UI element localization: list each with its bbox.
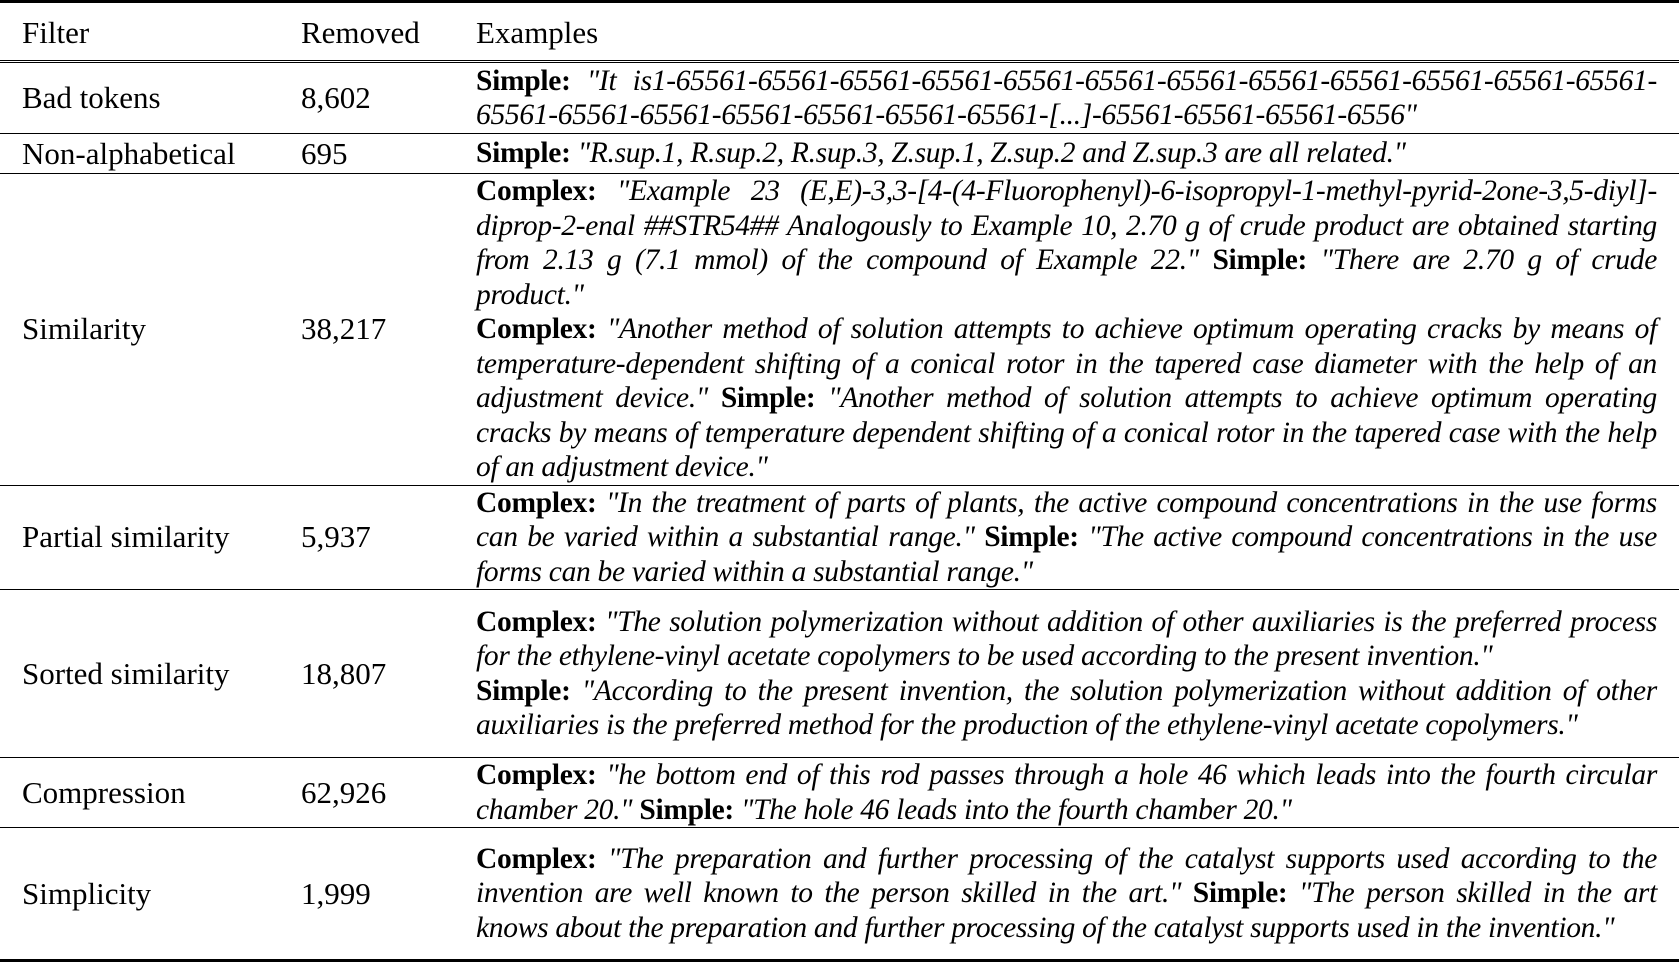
- filter-name: Partial similarity: [22, 519, 230, 555]
- header-examples: Examples: [476, 2, 1679, 62]
- examples-cell: [476, 62, 1679, 134]
- simple-sentence: "There are 2.70 g of crude product.": [476, 244, 1658, 311]
- header-removed: Removed: [301, 2, 476, 62]
- filter-name: Compression: [22, 774, 186, 810]
- example-pair: [476, 486, 1657, 590]
- example-pair: [476, 312, 1657, 485]
- simple-sentence: "The active compound concentrations in the use forms can be varied within a substantial range.": [476, 521, 1658, 588]
- simple-label: Simple:: [476, 674, 571, 707]
- table-body: [0, 62, 1679, 961]
- complex-sentence: "he bottom end of this rod passes through a hole 46 which leads into the fourth circular chamber 20.": [476, 759, 1657, 826]
- table-row: [0, 590, 1679, 758]
- removed-count: 62,926: [301, 774, 387, 810]
- complex-label: Complex:: [476, 486, 597, 519]
- complex-sentence: "In the treatment of parts of plants, the active compound concentrations in the use forms can be varied within a substantial range.": [476, 486, 1657, 553]
- filter-name: Simplicity: [22, 875, 152, 911]
- examples-cell: [476, 758, 1679, 828]
- complex-label: Complex:: [476, 759, 597, 791]
- complex-label: Complex:: [476, 313, 597, 345]
- complex-label: Complex:: [476, 175, 597, 207]
- filter-name: Bad tokens: [22, 80, 161, 115]
- examples-cell: [476, 485, 1679, 590]
- simple-sentence: "R.sup.1, R.sup.2, R.sup.3, Z.sup.1, Z.sup.2 and Z.sup.3 are all related.": [577, 137, 1406, 170]
- removed-count: 695: [301, 135, 348, 171]
- simple-label: Simple:: [984, 521, 1079, 553]
- simple-sentence: "According to the present invention, the solution polymerization without addition of other auxiliaries is the preferred method for the production of the ethylene-vinyl acetate copolymers.": [476, 674, 1657, 741]
- simple-label: Simple:: [1192, 877, 1288, 910]
- simple-label: Simple:: [720, 382, 816, 414]
- complex-sentence: "The solution polymerization without addition of other auxiliaries is the preferred process for the ethylene-vinyl acetate copolymers to be used according to the present invention.": [476, 605, 1658, 672]
- removed-count: 18,807: [301, 655, 387, 691]
- simple-sentence: "Another method of solution attempts to achieve optimum operating cracks by means of temperature dependent shifting of a conical rotor in the tapered case with the help of an adjustment device.": [476, 382, 1657, 483]
- filter-name: Non-alphabetical: [22, 135, 236, 171]
- table-row: [0, 828, 1679, 961]
- example-pair: [476, 174, 1657, 312]
- removed-count: 1,999: [301, 875, 371, 911]
- table-row: [0, 62, 1679, 134]
- table-row: [0, 134, 1679, 174]
- examples-cell: [476, 590, 1679, 758]
- complex-label: Complex:: [476, 605, 597, 638]
- complex-sentence: "Another method of solution attempts to achieve optimum operating cracks by means of temperature-dependent shifting of a conical rotor in the tapered case diameter with the help of an adjustment device.": [476, 313, 1658, 414]
- examples-cell: [476, 828, 1679, 961]
- table-row: [0, 758, 1679, 828]
- example-pair: [476, 64, 1657, 133]
- complex-sentence: "Example 23 (E,E)-3,3-[4-(4-Fluorophenyl)-6-isopropyl-1-methyl-pyrid-2one-3,5-diyl]-diprop-2-enal ##STR54## Analogously to Example 10, 2.70 g of crude product are obtained starting from 2.13 g (7.1 mmol) of the compound of Example 22.": [476, 175, 1658, 276]
- filter-name: Similarity: [22, 311, 146, 347]
- simple-sentence: "It is1-65561-65561-65561-65561-65561-65561-65561-65561-65561-65561-65561-65561-65561-65561-65561-65561-65561-65561-65561-[...]-65561-65561-65561-6556": [476, 64, 1658, 131]
- example-pair: [476, 842, 1657, 946]
- examples-cell: [476, 174, 1679, 486]
- simple-sentence: "The hole 46 leads into the fourth chamber 20.": [741, 793, 1292, 826]
- removed-count: 38,217: [301, 311, 387, 347]
- filter-name: Sorted similarity: [22, 655, 230, 691]
- example-pair: [476, 758, 1657, 827]
- examples-cell: [476, 134, 1679, 174]
- example-pair: [476, 136, 1657, 171]
- removed-count: 5,937: [301, 519, 371, 555]
- header-filter: Filter: [0, 2, 301, 62]
- table-header: [0, 2, 1679, 62]
- simple-label: Simple:: [476, 137, 571, 170]
- table-row: [0, 174, 1679, 486]
- complex-label: Complex:: [476, 842, 597, 875]
- simple-label: Simple:: [1212, 244, 1308, 276]
- simple-label: Simple:: [639, 793, 734, 826]
- simple-label: Simple:: [476, 64, 571, 97]
- example-pair: [476, 674, 1657, 743]
- removed-count: 8,602: [301, 80, 371, 115]
- complex-sentence: "The preparation and further processing of the catalyst supports used according to the invention are well known to the person skilled in the art.": [476, 842, 1658, 910]
- header-row: [0, 2, 1679, 62]
- table-row: [0, 485, 1679, 590]
- example-pair: [476, 605, 1657, 674]
- simple-sentence: "The person skilled in the art knows about the preparation and further processing of the catalyst supports used in the invention.": [476, 877, 1657, 944]
